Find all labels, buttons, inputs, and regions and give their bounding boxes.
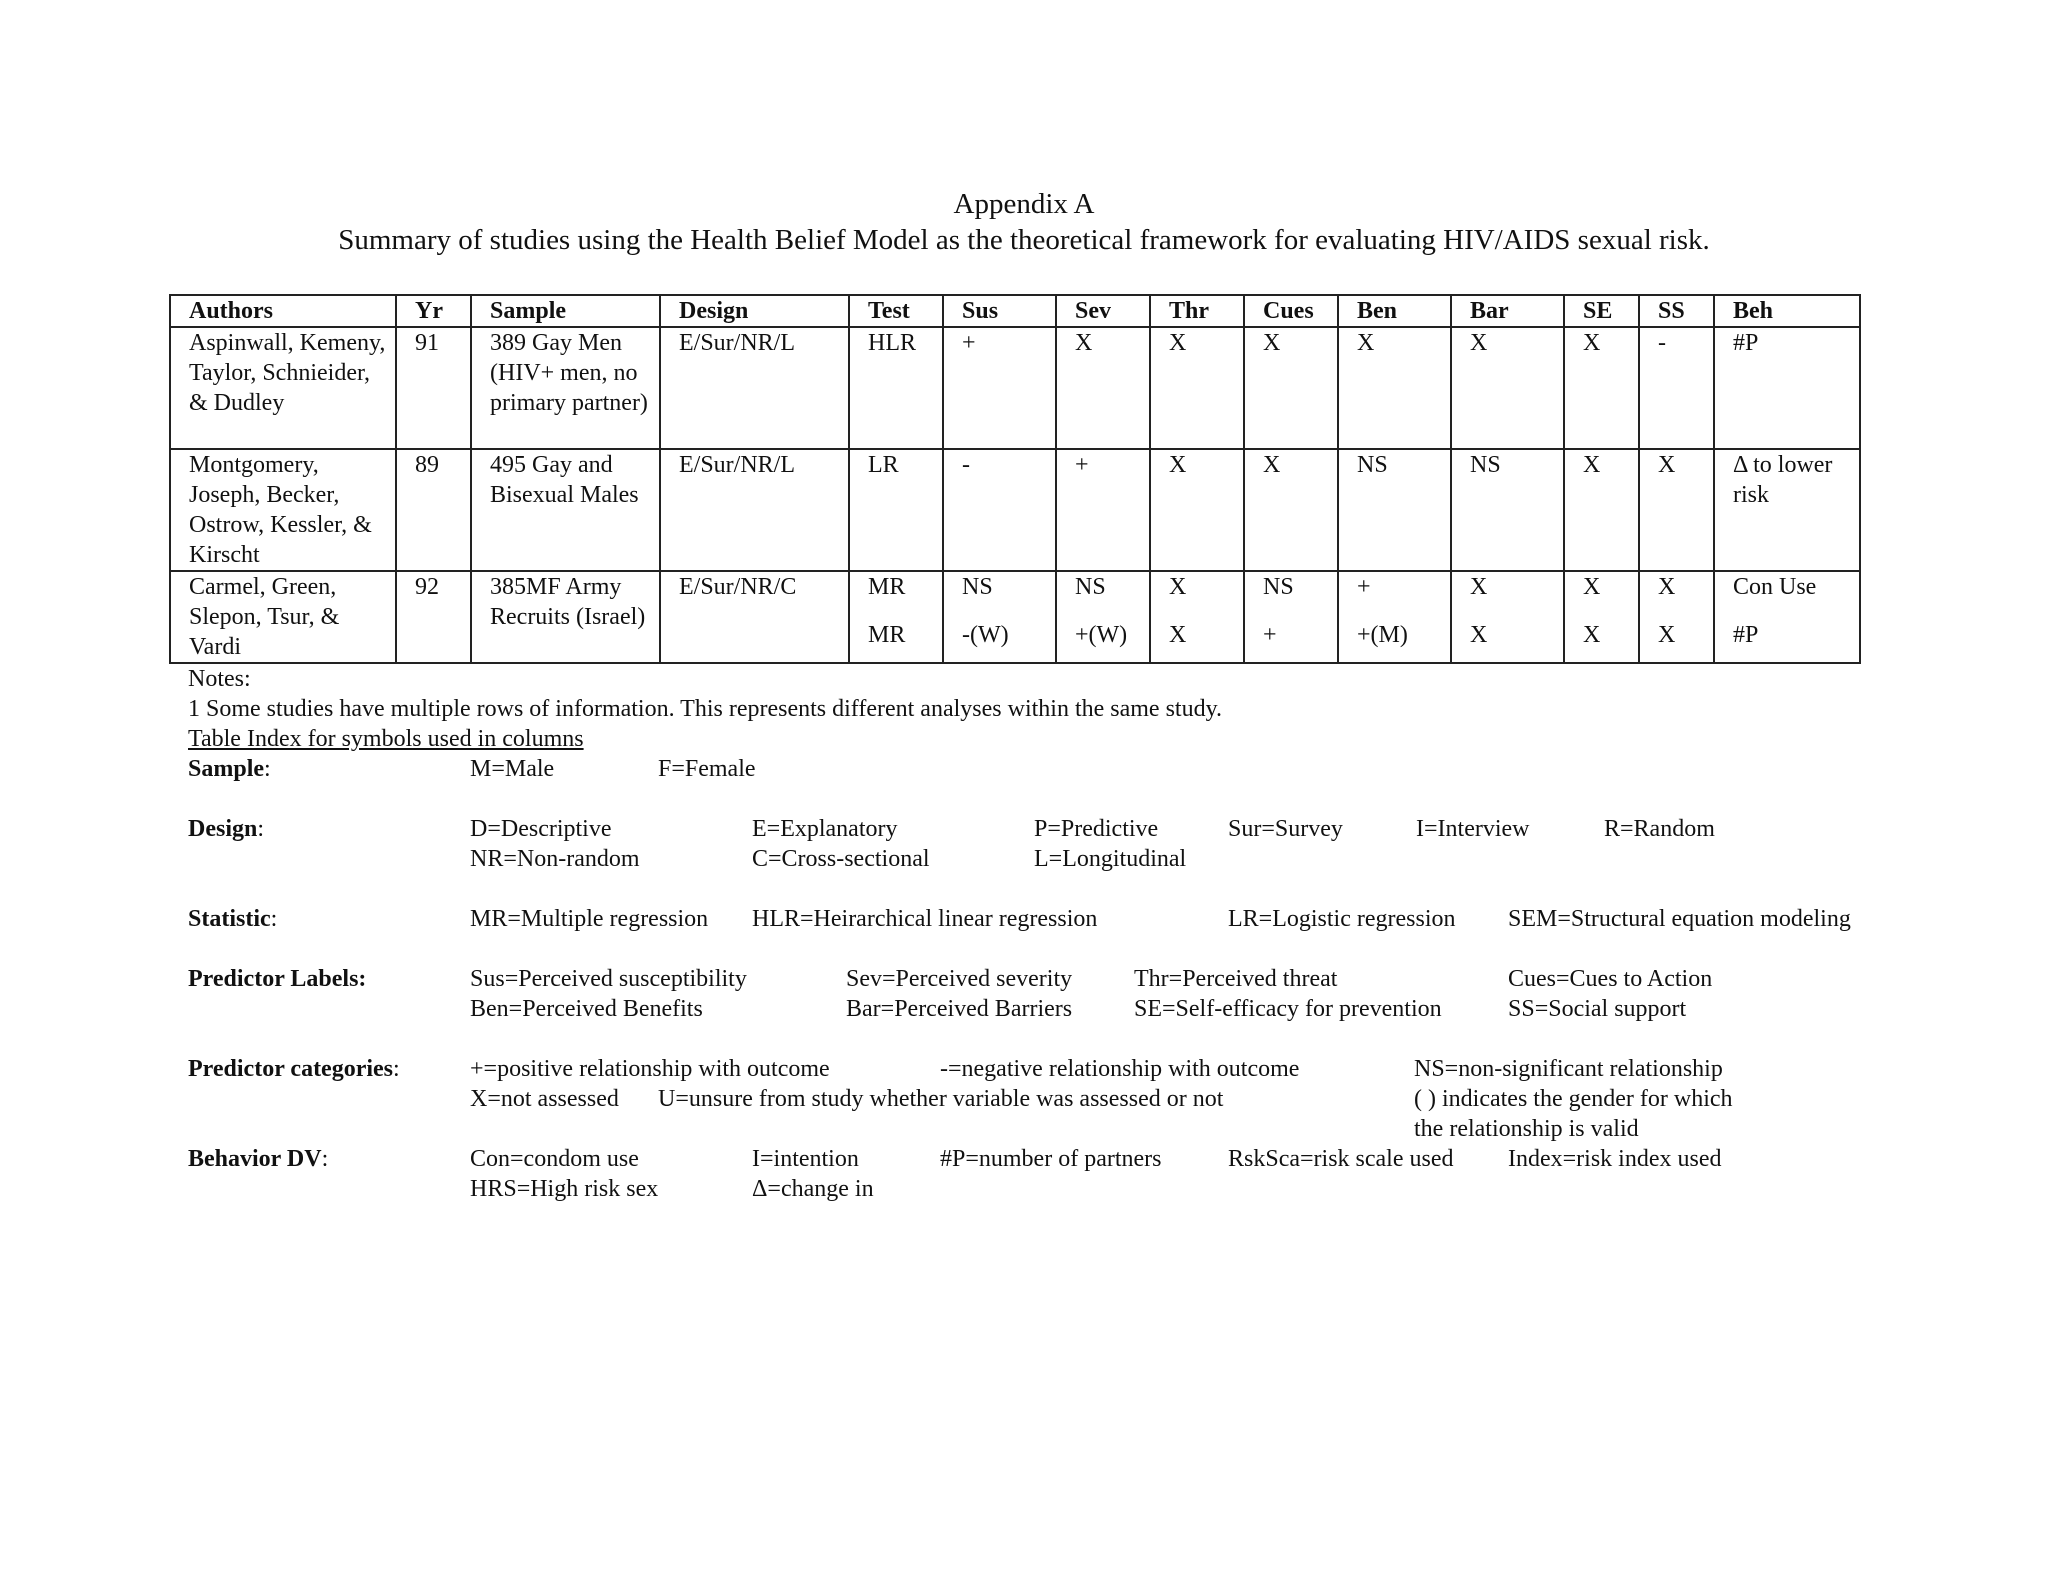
cell-beh bbox=[1714, 571, 1860, 663]
cell-beh: #P bbox=[1714, 327, 1860, 449]
index-item: LR=Logistic regression bbox=[1228, 906, 1456, 932]
index-item: SEM=Structural equation modeling bbox=[1508, 906, 1851, 932]
index-item: the relationship is valid bbox=[1414, 1116, 1639, 1142]
index-item: NS=non-significant relationship bbox=[1414, 1056, 1723, 1082]
col-header: Authors bbox=[170, 295, 396, 327]
sub-value: X bbox=[1169, 574, 1187, 600]
sub-value: X bbox=[1583, 622, 1601, 648]
cell-sus bbox=[943, 571, 1056, 663]
sub-value: NS bbox=[962, 574, 993, 600]
symbol-index bbox=[188, 754, 1908, 1204]
index-item: ( ) indicates the gender for which bbox=[1414, 1086, 1733, 1112]
col-header: Bar bbox=[1451, 295, 1564, 327]
sub-value: X bbox=[1470, 574, 1488, 600]
cell-ben bbox=[1338, 571, 1451, 663]
sub-value: +(W) bbox=[1075, 622, 1128, 648]
cell-sev: X bbox=[1056, 327, 1150, 449]
index-item: D=Descriptive bbox=[470, 816, 612, 842]
index-item: M=Male bbox=[470, 756, 555, 782]
label-text: Design bbox=[188, 816, 258, 842]
index-item: Sus=Perceived susceptibility bbox=[470, 966, 747, 992]
cell-authors: Montgomery, Joseph, Becker, Ostrow, Kessler, & Kirscht bbox=[170, 449, 396, 571]
col-header: SS bbox=[1639, 295, 1714, 327]
cell-beh: Δ to lower risk bbox=[1714, 449, 1860, 571]
cell-year: 91 bbox=[396, 327, 471, 449]
cell-sample: 495 Gay and Bisexual Males bbox=[471, 449, 660, 571]
sub-value: MR bbox=[868, 622, 906, 648]
col-header: Sus bbox=[943, 295, 1056, 327]
label-text: Predictor categories bbox=[188, 1056, 394, 1082]
index-item: Sev=Perceived severity bbox=[846, 966, 1073, 992]
index-item: Con=condom use bbox=[470, 1146, 639, 1172]
col-header: Beh bbox=[1714, 295, 1860, 327]
index-label: Behavior DV: bbox=[188, 1146, 329, 1172]
col-header: Yr bbox=[396, 295, 471, 327]
index-item: SS=Social support bbox=[1508, 996, 1687, 1022]
cell-test: LR bbox=[849, 449, 943, 571]
label-text: Predictor Labels: bbox=[188, 966, 367, 992]
table-caption: Summary of studies using the Health Belief Model as the theoretical framework for evaluating HIV/AIDS sexual risk. bbox=[338, 224, 1710, 256]
cell-authors: Aspinwall, Kemeny, Taylor, Schnieider, & Dudley bbox=[170, 327, 396, 449]
appendix-title: Appendix A bbox=[953, 188, 1095, 220]
notes-heading: Notes: bbox=[188, 666, 251, 692]
index-item: L=Longitudinal bbox=[1034, 846, 1187, 872]
index-label: Statistic: bbox=[188, 906, 278, 932]
cell-cues: X bbox=[1244, 327, 1338, 449]
cell-bar: NS bbox=[1451, 449, 1564, 571]
cell-design: E/Sur/NR/L bbox=[660, 449, 849, 571]
cell-se: X bbox=[1564, 449, 1639, 571]
cell-sample: 385MF Army Recruits (Israel) bbox=[471, 571, 660, 663]
cell-ss: - bbox=[1639, 327, 1714, 449]
index-label: Predictor categories: bbox=[188, 1056, 400, 1082]
cell-sev: + bbox=[1056, 449, 1150, 571]
sub-value: X bbox=[1583, 574, 1601, 600]
cell-thr: X bbox=[1150, 449, 1244, 571]
cell-thr: X bbox=[1150, 327, 1244, 449]
index-item: Ben=Perceived Benefits bbox=[470, 996, 703, 1022]
cell-bar: X bbox=[1451, 327, 1564, 449]
index-label: Sample: bbox=[188, 756, 271, 782]
note-1: 1 Some studies have multiple rows of information. This represents different analyses within the same study. bbox=[188, 696, 1223, 722]
index-item: Cues=Cues to Action bbox=[1508, 966, 1713, 992]
cell-test bbox=[849, 571, 943, 663]
cell-ben: NS bbox=[1338, 449, 1451, 571]
cell-se bbox=[1564, 571, 1639, 663]
sub-value: NS bbox=[1075, 574, 1106, 600]
index-item: U=unsure from study whether variable was assessed or not bbox=[658, 1086, 1224, 1112]
sub-value: NS bbox=[1263, 574, 1294, 600]
label-text: Statistic bbox=[188, 906, 271, 932]
index-item: NR=Non-random bbox=[470, 846, 640, 872]
cell-design: E/Sur/NR/L bbox=[660, 327, 849, 449]
col-header: SE bbox=[1564, 295, 1639, 327]
table-row bbox=[170, 571, 1860, 663]
index-item: Δ=change in bbox=[752, 1176, 874, 1202]
cell-ss bbox=[1639, 571, 1714, 663]
index-item: C=Cross-sectional bbox=[752, 846, 930, 872]
index-item: F=Female bbox=[658, 756, 756, 782]
index-item: I=intention bbox=[752, 1146, 859, 1172]
index-item: RskSca=risk scale used bbox=[1228, 1146, 1454, 1172]
sub-value: X bbox=[1658, 574, 1676, 600]
cell-cues bbox=[1244, 571, 1338, 663]
index-item: I=Interview bbox=[1416, 816, 1530, 842]
index-item: -=negative relationship with outcome bbox=[940, 1056, 1300, 1082]
cell-year: 89 bbox=[396, 449, 471, 571]
table-row bbox=[170, 449, 1860, 571]
index-item: SE=Self-efficacy for prevention bbox=[1134, 996, 1442, 1022]
col-header: Sample bbox=[471, 295, 660, 327]
cell-year: 92 bbox=[396, 571, 471, 663]
col-header: Test bbox=[849, 295, 943, 327]
col-header: Ben bbox=[1338, 295, 1451, 327]
index-behavior bbox=[188, 1144, 1908, 1204]
index-item: MR=Multiple regression bbox=[470, 906, 709, 932]
index-sample bbox=[188, 754, 1908, 814]
cell-test: HLR bbox=[849, 327, 943, 449]
cell-sus: - bbox=[943, 449, 1056, 571]
col-header: Design bbox=[660, 295, 849, 327]
sub-value: -(W) bbox=[962, 622, 1009, 648]
cell-ben: X bbox=[1338, 327, 1451, 449]
index-heading: Table Index for symbols used in columns bbox=[188, 726, 584, 752]
notes-section bbox=[188, 664, 1888, 754]
cell-sus: + bbox=[943, 327, 1056, 449]
cell-sample: 389 Gay Men (HIV+ men, no primary partner) bbox=[471, 327, 660, 449]
index-item: Index=risk index used bbox=[1508, 1146, 1722, 1172]
cell-sev bbox=[1056, 571, 1150, 663]
sub-value: X bbox=[1169, 622, 1187, 648]
col-header: Thr bbox=[1150, 295, 1244, 327]
table-row bbox=[170, 327, 1860, 449]
index-item: Thr=Perceived threat bbox=[1134, 966, 1338, 992]
index-item: P=Predictive bbox=[1034, 816, 1159, 842]
sub-value: MR bbox=[868, 574, 906, 600]
index-statistic bbox=[188, 904, 1908, 964]
cell-design: E/Sur/NR/C bbox=[660, 571, 849, 663]
col-header: Sev bbox=[1056, 295, 1150, 327]
label-text: Behavior DV bbox=[188, 1146, 322, 1172]
col-header: Cues bbox=[1244, 295, 1338, 327]
sub-value: +(M) bbox=[1357, 622, 1408, 648]
index-item: HLR=Heirarchical linear regression bbox=[752, 906, 1098, 932]
sub-value: #P bbox=[1733, 622, 1759, 648]
cell-ss: X bbox=[1639, 449, 1714, 571]
index-item: Sur=Survey bbox=[1228, 816, 1343, 842]
index-label bbox=[188, 964, 366, 994]
index-item: #P=number of partners bbox=[940, 1146, 1162, 1172]
sub-value: + bbox=[1357, 574, 1371, 600]
index-item: HRS=High risk sex bbox=[470, 1176, 659, 1202]
index-item: R=Random bbox=[1604, 816, 1715, 842]
index-item: +=positive relationship with outcome bbox=[470, 1056, 830, 1082]
sub-value: + bbox=[1263, 622, 1277, 648]
index-predictor-labels bbox=[188, 964, 1908, 1054]
table-header-row bbox=[170, 295, 1860, 327]
cell-cues: X bbox=[1244, 449, 1338, 571]
sub-value: X bbox=[1470, 622, 1488, 648]
cell-authors: Carmel, Green, Slepon, Tsur, & Vardi bbox=[170, 571, 396, 663]
index-item: E=Explanatory bbox=[752, 816, 898, 842]
index-label: Design: bbox=[188, 816, 265, 842]
index-predictor-categories bbox=[188, 1054, 1908, 1144]
index-item: X=not assessed bbox=[470, 1086, 619, 1112]
studies-table bbox=[169, 294, 1861, 664]
index-design bbox=[188, 814, 1908, 904]
sub-value: X bbox=[1658, 622, 1676, 648]
sub-value: Con Use bbox=[1733, 574, 1817, 600]
index-item: Bar=Perceived Barriers bbox=[846, 996, 1073, 1022]
label-text: Sample bbox=[188, 756, 265, 782]
cell-thr bbox=[1150, 571, 1244, 663]
cell-bar bbox=[1451, 571, 1564, 663]
cell-se: X bbox=[1564, 327, 1639, 449]
